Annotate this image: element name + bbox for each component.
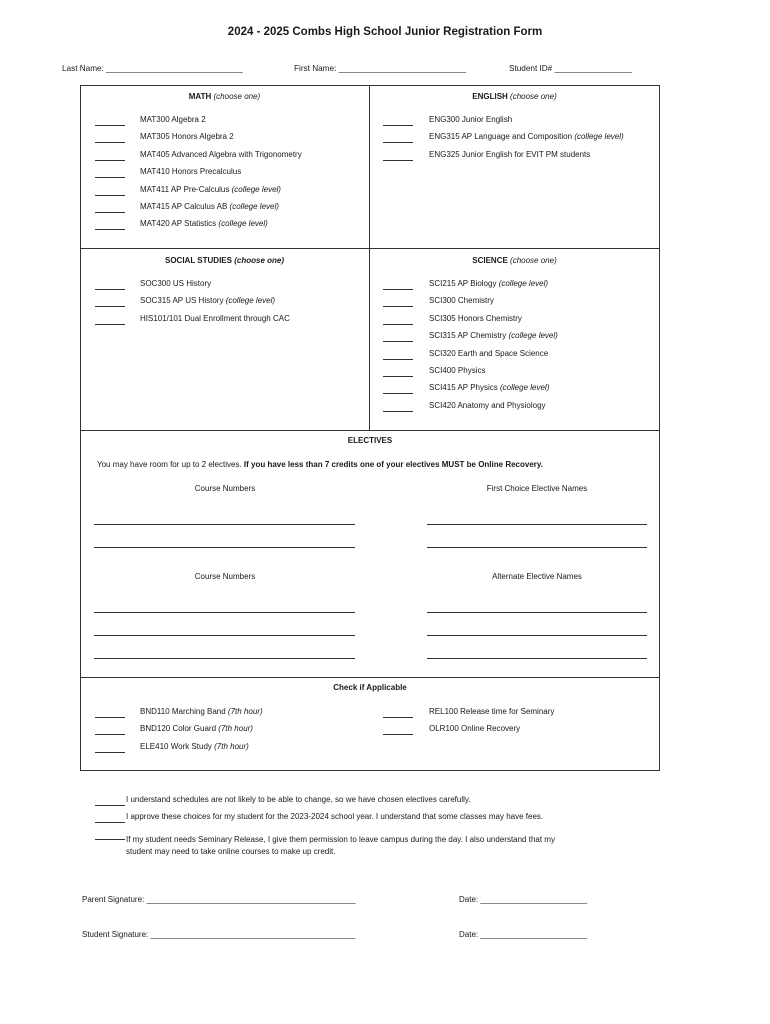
alt-course-number-line-2[interactable] [94,635,355,636]
course-option [429,401,546,410]
course-checkbox-blank[interactable] [383,376,413,377]
course-checkbox-blank[interactable] [383,142,413,143]
course-option-label: SCI415 AP Physics [429,383,498,393]
course-option-label: MAT411 AP Pre-Calculus [140,184,230,194]
course-option-label: SCI305 Honors Chemistry [429,313,522,323]
student-date-field[interactable]: Date: ________________________ [459,930,588,939]
course-checkbox-blank[interactable] [95,306,125,307]
course-option-label: HIS101/101 Dual Enrollment through CAC [140,313,290,323]
course-option-label: SCI215 AP Biology [429,279,497,288]
course-checkbox-blank[interactable] [383,306,413,307]
student-id-field[interactable]: Student ID# _________________ [509,64,632,73]
science-heading: SCIENCE (choose one) [472,256,557,265]
agreement-2: I approve these choices for my student for the 2023-2024 school year. I understand that some classes may have fees. [126,812,544,821]
alternate-line-2[interactable] [427,635,647,636]
alternate-line-1[interactable] [427,612,647,613]
course-checkbox-blank[interactable] [95,195,125,196]
course-option-label: SCI400 Physics [429,366,486,375]
electives-heading: ELECTIVES [347,436,393,445]
course-option [429,724,520,733]
course-numbers-label-2: Course Numbers [194,572,256,581]
alt-course-number-line-3[interactable] [94,658,355,659]
course-option-label: REL100 Release time for Seminary [429,707,555,716]
course-checkbox-blank[interactable] [95,142,125,143]
course-option [140,185,281,194]
course-option [140,707,263,716]
course-option-label: SCI420 Anatomy and Physiology [429,400,546,410]
course-option-label: ELE410 Work Study [140,741,212,751]
course-checkbox-blank[interactable] [95,125,125,126]
course-option [140,742,249,751]
course-option [140,202,279,211]
math-heading: MATH (choose one) [188,92,261,101]
course-numbers-label: Course Numbers [194,484,256,493]
last-name-field[interactable]: Last Name: ______________________________ [62,64,243,73]
course-option-label: BND120 Color Guard [140,724,217,734]
parent-signature-field[interactable]: Parent Signature: _______________________________________________ [82,895,356,904]
course-checkbox-blank[interactable] [383,324,413,325]
course-checkbox-blank[interactable] [383,341,413,342]
course-checkbox-blank[interactable] [95,734,125,735]
course-option-note: (7th hour) [218,724,253,734]
course-option-note: (college level) [225,296,276,306]
course-number-line-2[interactable] [94,547,355,548]
agreement-blank-3[interactable] [95,839,125,840]
course-checkbox-blank[interactable] [383,393,413,394]
course-option [140,296,275,305]
agreement-1: I understand schedules are not likely to be able to change, so we have chosen electives carefully. [126,795,471,804]
course-option [140,314,290,323]
course-option [429,115,512,124]
course-checkbox-blank[interactable] [383,359,413,360]
page-title: 2024 - 2025 Combs High School Junior Registration Form [227,26,543,38]
agreement-blank-1[interactable] [95,805,125,806]
course-option [140,167,241,176]
course-checkbox-blank[interactable] [95,212,125,213]
first-choice-line-1[interactable] [427,524,647,525]
course-option-label: ENG300 Junior English [429,115,513,124]
course-option-label: MAT405 Advanced Algebra with Trigonometry [140,149,302,159]
course-option-note: (7th hour) [214,741,249,751]
course-option-label: BND110 Marching Band [140,707,226,716]
row-divider-3 [80,677,660,678]
course-checkbox-blank[interactable] [383,717,413,718]
course-option-note: (college level) [218,219,268,229]
course-option [140,150,302,159]
course-option [429,707,554,716]
course-checkbox-blank[interactable] [383,125,413,126]
course-option-label: MAT305 Honors Algebra 2 [140,132,234,142]
course-option-note: (7th hour) [227,707,263,716]
course-option-label: MAT300 Algebra 2 [140,115,206,124]
course-checkbox-blank[interactable] [383,289,413,290]
course-number-line-1[interactable] [94,524,355,525]
agreement-blank-2[interactable] [95,822,125,823]
course-option-note: (college level) [574,132,624,142]
course-checkbox-blank[interactable] [383,734,413,735]
course-option-label: SCI320 Earth and Space Science [429,348,549,358]
course-option [429,150,590,159]
row-divider-1 [80,248,660,249]
course-checkbox-blank[interactable] [95,229,125,230]
course-option [429,331,558,340]
course-option-label: SOC315 AP US History [140,296,224,306]
english-heading: ENGLISH (choose one) [472,92,557,101]
course-option [140,132,234,141]
course-option [140,724,253,733]
course-checkbox-blank[interactable] [95,160,125,161]
course-checkbox-blank[interactable] [95,324,125,325]
course-option-label: ENG315 AP Language and Composition [429,132,573,142]
course-checkbox-blank[interactable] [95,752,125,753]
row-divider-2 [80,430,660,431]
alt-course-number-line-1[interactable] [94,612,355,613]
course-option [429,314,522,323]
course-option [429,349,548,358]
agreement-3-cont: student may need to take online courses to make up credit. [126,847,336,856]
course-option-note: (college level) [229,202,279,211]
course-checkbox-blank[interactable] [95,177,125,178]
course-checkbox-blank[interactable] [383,160,413,161]
course-option-note: (college level) [231,184,281,194]
alternate-line-3[interactable] [427,658,647,659]
course-option [140,115,206,124]
check-heading: Check if Applicable [333,683,407,692]
electives-intro: You may have room for up to 2 electives. If you have less than 7 credits one of your electives MUST be Online Recovery. [97,460,543,469]
parent-date-field[interactable]: Date: ________________________ [459,895,588,904]
course-option-label: OLR100 Online Recovery [429,724,521,734]
course-option-label: ENG325 Junior English for EVIT PM students [429,149,591,159]
course-checkbox-blank[interactable] [95,717,125,718]
first-choice-label: First Choice Elective Names [486,484,588,493]
course-option-note: (college level) [508,331,558,341]
course-option [140,279,211,288]
first-choice-line-2[interactable] [427,547,647,548]
course-option [429,296,494,305]
social-studies-heading: SOCIAL STUDIES (choose one) [165,256,284,265]
course-checkbox-blank[interactable] [383,411,413,412]
course-option-note: (college level) [498,279,549,288]
course-option-label: MAT410 Honors Precalculus [140,167,242,177]
course-checkbox-blank[interactable] [95,289,125,290]
alternate-label: Alternate Elective Names [492,572,582,581]
course-option-label: SCI315 AP Chemistry [429,331,507,341]
course-option-label: MAT420 AP Statistics [140,219,217,229]
course-option [429,132,624,141]
course-option-label: MAT415 AP Calculus AB [140,202,228,211]
student-signature-field[interactable]: Student Signature: ______________________________________________ [82,930,356,939]
course-option-label: SOC300 US History [140,279,212,288]
agreement-3: If my student needs Seminary Release, I give them permission to leave campus during the day. I also understand that my [126,835,555,844]
course-option [429,279,548,288]
course-option [429,383,549,392]
course-option [140,219,268,228]
course-option [429,366,485,375]
first-name-field[interactable]: First Name: ____________________________ [294,64,467,73]
course-option-note: (college level) [500,383,550,393]
course-option-label: SCI300 Chemistry [429,296,494,306]
